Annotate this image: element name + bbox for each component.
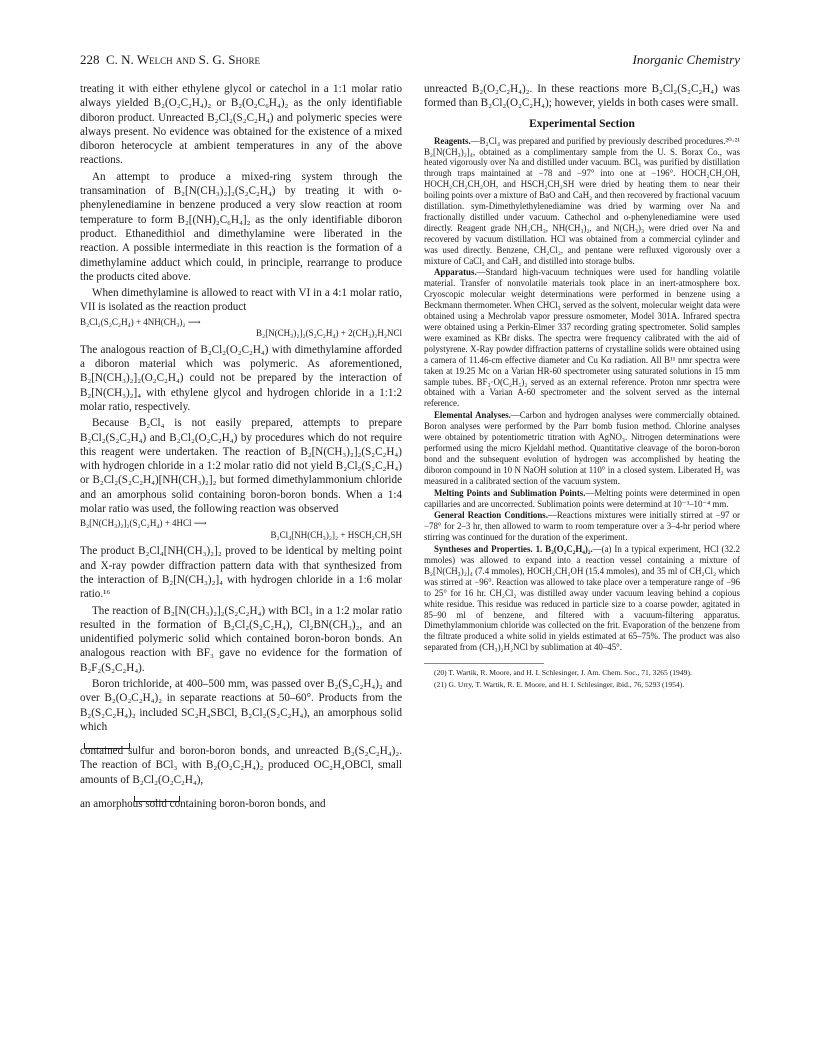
syntheses-paragraph: [424, 544, 740, 653]
footnotes: [424, 668, 740, 689]
equation-line: B₂Cl₄[NH(CH₃)₂]₂ + HSCH₂CH₂SH: [270, 529, 402, 540]
left-column: [80, 82, 402, 813]
equation-line: B₂Cl₂(S₂C₂H₄) + 4NH(CH₃)₂ ⟶: [80, 316, 201, 327]
section-title: Experimental Section: [529, 117, 635, 130]
run-in-heading: Reagents.: [434, 135, 471, 146]
running-authors: C. N. Welch and S. G. Shore: [106, 52, 260, 67]
equation-hcl-reaction: [80, 518, 402, 541]
elemental-analyses-paragraph: [424, 410, 740, 486]
run-in-heading: Elemental Analyses.: [434, 410, 511, 421]
ring-bracket: [80, 789, 402, 797]
paragraph-text: —(a) In a typical experiment, HCl (32.2 mmoles) was allowed to expand into a reaction vessel containing a mixture of B₂[N(CH₃)₂]₄ (7.4 mmoles), HOCH₂CH₂OH (15.4 mmoles), and 35 ml of CH₂Cl₂ which was stirred at −96°. Reaction was allowed to take place over a temperature range of −96 to 25° for 16 hr. CH₂Cl₂ was distilled away under vacuum leaving behind a copious white residue. This residue was reduced in particle size to a coarse powder, agitated in 85–90 ml of benzene, and filtered with a vacuum-filtering apparatus. Dimethylammonium chloride was collected on the frit. Evaporation of the benzene from the filtrate produced a white solid in yields estimated at 65–75%. The product was also separated from (CH₃)₂H₂NCl by sublimation at 40–45°.: [424, 544, 740, 653]
equation-dimethylamine-reaction: [80, 317, 402, 340]
run-in-heading: General Reaction Conditions.: [434, 510, 548, 521]
apparatus-paragraph: [424, 267, 740, 409]
equation-line: B₂[N(CH₃)₂]₂(S₂C₂H₄) + 4HCl ⟶: [80, 518, 207, 529]
equation-line: B₂[N(CH₃)₂]₂(S₂C₂H₄) + 2(CH₃)₂H₂NCl: [256, 328, 402, 339]
paragraph: an amorphous solid containing boron-boron bonds, and: [80, 798, 326, 811]
page-number: 228: [80, 52, 100, 67]
paragraph-text: —Melting points were determined in open capillaries and are uncorrected. Sublimation points were determind at 10⁻³–10⁻⁴ mm.: [424, 487, 740, 509]
paragraph: The analogous reaction of B₂Cl₂(O₂C₂H₄) with dimethylamine afforded a diboron material which was polymeric. As aforementioned, B₂[N(CH₃)₂]₂(O₂C₂H₄) could not be prepared by the interaction of B₂[N(CH₃)₂]₄ with ethylene glycol and hydrogen chloride in a 1:1:2 molar ratio, respectively.: [80, 343, 402, 413]
paragraph-text: —Standard high-vacuum techniques were used for handling volatile material. Transfer of nonvolatile materials took place in an inert-atmosphere box. Cryoscopic molecular weight determinations were performed in benzene using a Beckmann thermometer. When CHCl₃ served as the solvent, molecular weight data were obtained using a Mechrolab vapor pressure osmometer, Model 301A. Infrared spectra were obtained using a Perkin-Elmer 337 recording grating spectrometer. Solid samples were examined as KBr disks. The spectra were frequency calibrated with the aid of polystyrene. X-Ray powder diffraction patterns of crystalline solids were obtained using a camera of 11.46-cm effective diameter and Cu Kα radiation. All B¹¹ nmr spectra were taken at 19.25 Mc on a Varian HR-60 spectrometer using saturated solutions in 15 mm sample tubes. BF₃·O(C₂H₅)₂ served as an external reference. Proton nmr spectra were obtained with a Varian A-60 spectrometer and the solvent served as the internal reference.: [424, 267, 740, 409]
paragraph: The product B₂Cl₄[NH(CH₃)₂]₂ proved to be identical by melting point and X-ray powder diffraction pattern data with that synthesized from the interaction of B₂[N(CH₃)₂]₄ with hydrogen chloride in a 1:6 molar ratio.¹⁶: [80, 545, 402, 601]
melting-points-paragraph: [424, 488, 740, 510]
paragraph: Because B₂Cl₄ is not easily prepared, attempts to prepare B₂Cl₂(S₂C₂H₄) and B₂Cl₂(O₂C₂H₄) by procedures which do not require this reagent were undertaken. The reaction of B₂[N(CH₃)₂]₂(S₂C₂H₄) with hydrogen chloride in a 1:2 molar ratio did not yield B₂Cl₂(S₂C₂H₄) or B₂Cl₂(S₂C₂H₄)[NH(CH₃)₂]₂ but formed dimethylammonium chloride and an amorphous solid containing boron-boron bonds. When a 1:4 molar ratio was used, the following reaction was observed: [80, 417, 402, 516]
paragraph: An attempt to produce a mixed-ring system through the transamination of B₂[N(CH₃)₂]₂(S₂C₂H₄) by treating it with o-phenylenediamine in benzene produced a very slow reaction at room temperature to form B₂[(NH)₂C₆H₄]₂ as the only identifiable diboron product. Ethanedithiol and dimethylamine were liberated in the reaction. A possible intermediate in this reaction is the formation of a dimethylamine adduct which could, in principle, rearrange to produce the products cited above.: [80, 170, 402, 283]
run-in-heading: Apparatus.: [434, 267, 477, 278]
right-column: [424, 82, 740, 691]
paragraph: Boron trichloride, at 400–500 mm, was passed over B₂(S₂C₂H₄)₂ and over B₂(O₂C₂H₄)₂ in separate reactions at 50–60°. Products from the B₂(S₂C₂H₄)₂ included SC₂H₄SBCl, B₂Cl₂(S₂C₂H₄), an amorphous solid which: [80, 677, 402, 733]
paragraph: contained sulfur and boron-boron bonds, and unreacted B₂(S₂C₂H₄)₂. The reaction of BCl₃ with B₂(O₂C₂H₄)₂ produced OC₂H₄OBCl, small amounts of B₂Cl₂(O₂C₂H₄),: [80, 745, 402, 786]
paragraph: treating it with either ethylene glycol or catechol in a 1:1 molar ratio always yielded B₂(O₂C₂H₄)₂ or B₂(O₂C₆H₄)₂ as the only identifiable diboron product. Unreacted B₂Cl₂(S₂C₂H₄) and polymeric species were always present. No evidence was obtained for the existence of a mixed diboron heterocycle at ambient temperatures in any of the above reactions.: [80, 83, 402, 167]
paragraph-text: —B₂Cl₄ was prepared and purified by previously described procedures.²⁰·²¹ B₂[N(CH₃)₂]₄, obtained as a complimentary sample from the U. S. Borax Co., was heated vigorously over Na and distilled under vacuum. BCl₃ was purified by distillation through traps maintained at −78 and −97° into one at −196°. HOCH₂CH₂OH, HOCH₂CH₂CH₂OH, and HSCH₂CH₂SH were dried by heating them to near their boiling points over a mixture of BaO and CaH₂ and then recovered by fractional vacuum distillation. sym-Dimethylethylenediamine was dried by warming over Na and fractionally distilled under vacuum. Cathechol and o-phenylenediamine were used directly. Reagent grade NH₂CH₃, NH(CH₃)₂, and N(CH₃)₃ were dried over Na and recovered by vacuum distillation. HCl was obtained from a commercial cylinder and was used directly. Benzene, CH₂Cl₂, and pentane were refluxed vigorously over a mixture of CaCl₂ and CaH₂ and distilled into storage bulbs.: [424, 135, 740, 266]
ring-bracket: [80, 736, 402, 744]
footnote: (21) G. Urry, T. Wartik, R. E. Moore, and H. I. Schlesinger, ibid., 76, 5293 (1954).: [434, 679, 685, 689]
journal-name: Inorganic Chemistry: [632, 52, 740, 67]
paragraph: unreacted B₂(O₂C₂H₄)₂. In these reactions more B₂Cl₂(S₂C₂H₄) was formed than B₂Cl₂(O₂C₂H₄); however, yields in both cases were small.: [424, 83, 740, 110]
paragraph: When dimethylamine is allowed to react with VI in a 4:1 molar ratio, VII is isolated as the reaction product: [80, 287, 402, 314]
page-header: [80, 52, 740, 72]
paragraph-text: —Carbon and hydrogen analyses were commercially obtained. Boron analyses were performed by the Parr bomb fusion method. Chlorine analyses were obtained by potentiometric titration with AgNO₃. Nitrogen determinations were performed using the micro Kjeldahl method. Quantitative cleavage of the boron-boron bond and the subsequent evolution of hydrogen was accomplished by heating the diboron compound in 10 N NaOH solution at 110° in a closed system. Liberated H₂ was measured in a calibrated section of the vacuum system.: [424, 410, 740, 486]
general-conditions-paragraph: [424, 510, 740, 543]
footnote: (20) T. Wartik, R. Moore, and H. I. Schlesinger, J. Am. Chem. Soc., 71, 3265 (1949).: [434, 668, 692, 678]
paragraph-text: —Reactions mixtures were initially stirred at −97 or −78° for 2–3 hr, then allowed to warm to room temperature over a 3–4-hr period where stirring was continued for the duration of the experiment.: [424, 510, 740, 543]
paragraph: The reaction of B₂[N(CH₃)₂]₂(S₂C₂H₄) with BCl₃ in a 1:2 molar ratio resulted in the formation of B₂Cl₂(S₂C₂H₄), Cl₂BN(CH₃)₂, and an unidentified polymeric solid which contained boron-boron bonds. An analogous reaction with BF₃ gave no evidence for the formation of B₂F₂(S₂C₂H₄).: [80, 604, 402, 674]
page-number-and-authors: [80, 52, 260, 68]
reagents-paragraph: [424, 136, 740, 267]
run-in-heading: Syntheses and Properties. 1. B₂(O₂C₂H₄)₂.: [434, 544, 593, 555]
run-in-heading: Melting Points and Sublimation Points.: [434, 487, 586, 498]
